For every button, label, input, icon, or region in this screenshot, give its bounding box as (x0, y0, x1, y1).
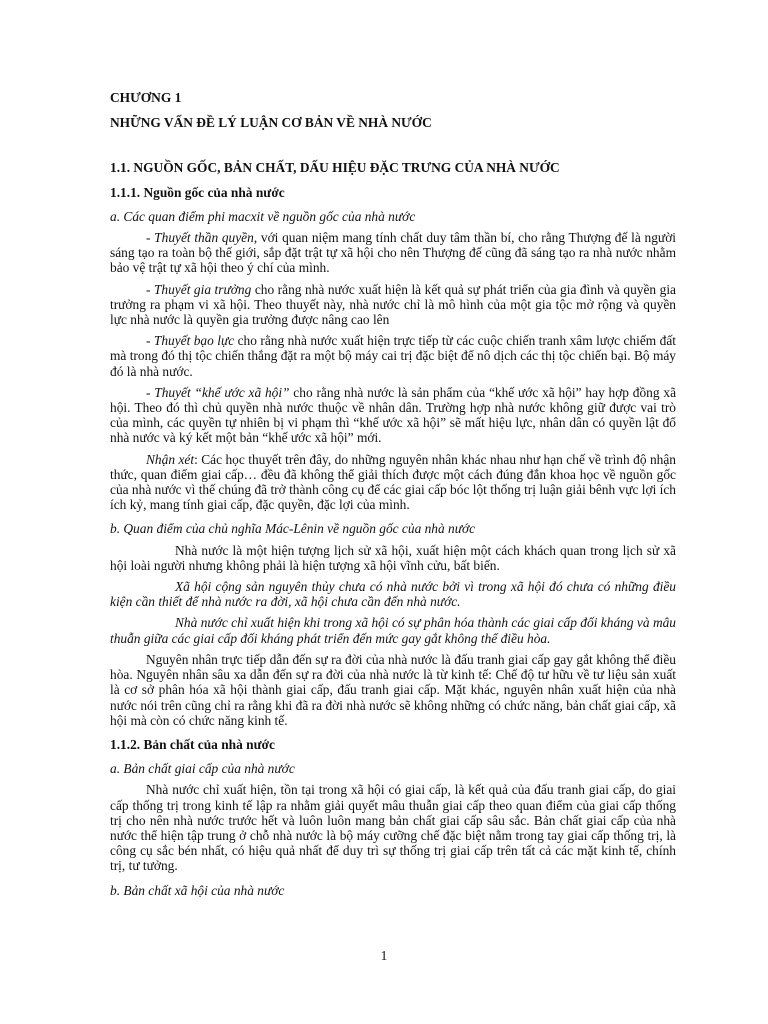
paragraph-social-contract (110, 385, 676, 446)
term-patriarchy: - Thuyết gia trưởng (146, 281, 252, 297)
subheading-b2: b. Bản chất xã hội của nhà nước (110, 882, 285, 898)
term-social-contract: - Thuyết “khế ước xã hội” (146, 384, 290, 400)
text-violence: cho rằng nhà nước xuất hiện trực tiếp từ các cuộc chiến tranh xâm lược chiếm đất mà trong đó thị tộc chiến thắng đặt ra một bộ máy cai trị đặc biệt để nô dịch các thị tộc chiến bại. Bộ máy đó là nhà nước. (110, 333, 676, 379)
chapter-title: NHỮNG VẤN ĐỀ LÝ LUẬN CƠ BẢN VỀ NHÀ NƯỚC (110, 115, 432, 131)
paragraph-historical-phenomenon: Nhà nước là một hiện tượng lịch sử xã hội, xuất hiện một cách khách quan trong lịch sử xã hội loài người nhưng không phải là hiện tượng xã hội vĩnh cửu, bất biến. (110, 542, 676, 573)
subheading-b: b. Quan điểm của chủ nghĩa Mác-Lênin về nguồn gốc của nhà nước (110, 521, 476, 537)
paragraph-violence (110, 333, 676, 379)
section-heading-1-1-2: 1.1.2. Bản chất của nhà nước (110, 736, 276, 752)
paragraph-causes: Nguyên nhân trực tiếp dẫn đến sự ra đời của nhà nước là đấu tranh giai cấp gay gắt không thể điều hòa. Nguyên nhân sâu xa dẫn đến sự ra đời của nhà nước là từ kinh tế: Chế độ tư hữu về tư liệu sản xuất là cơ sở phân hóa xã hội thành giai cấp, đấu tranh giai cấp. Mặt khác, nguyên nhân xuất hiện của nhà nước nói trên cũng chỉ ra rằng khi đã ra đời nhà nước sẽ không những có chức năng, bản chất giai cấp, xã hội mà còn có chức năng kinh tế. (110, 651, 676, 728)
term-theocracy: - Thuyết thần quyền (146, 230, 254, 246)
paragraph-theocracy (110, 230, 676, 276)
paragraph-primitive-society: Xã hội cộng sản nguyên thủy chưa có nhà nước bởi vì trong xã hội đó chưa có những điều kiện cần thiết để nhà nước ra đời, xã hội chưa cần đến nhà nước. (110, 579, 676, 610)
text-remark: : Các học thuyết trên đây, do những nguyên nhân khác nhau như hạn chế về trình độ nhận thức, quan điểm giai cấp… đều đã không thể giải thích được một cách đúng đắn khoa học về nguồn gốc của nhà nước vì thế chúng đã trở thành công cụ để các giai cấp bóc lột thống trị luận giải bênh vực lợi ích ích kỷ, mang tính giai cấp, đặc quyền, đặc lợi của mình. (110, 451, 676, 513)
paragraph-remark (110, 452, 676, 513)
subheading-a: a. Các quan điểm phi macxit về nguồn gốc của nhà nước (110, 208, 416, 224)
paragraph-class-division: Nhà nước chỉ xuất hiện khi trong xã hội có sự phân hóa thành các giai cấp đối kháng và mâu thuẫn giữa các giai cấp đối kháng phát triển đến mức gay gắt không thể điều hòa. (110, 615, 676, 646)
text-patriarchy: cho rằng nhà nước xuất hiện là kết quả sự phát triển của gia đình và quyền gia trưởng ra phạm vi xã hội. Theo thuyết này, nhà nước chỉ là mô hình của một gia tộc mở rộng và quyền lực nhà nước là quyền gia trưởng được nâng cao lên (110, 281, 676, 328)
chapter-number: CHƯƠNG 1 (110, 90, 182, 105)
section-heading-1-1: 1.1. NGUỒN GỐC, BẢN CHẤT, DẤU HIỆU ĐẶC TRƯNG CỦA NHÀ NƯỚC (110, 160, 560, 176)
subheading-a2: a. Bản chất giai cấp của nhà nước (110, 761, 295, 777)
term-remark: Nhận xét (146, 451, 195, 467)
text-theocracy: , với quan niệm mang tính chất duy tâm thần bí, cho rằng Thượng đế là người sáng tạo ra toàn bộ thế giới, sắp đặt trật tự xã hội cho nên Thượng đế cũng đã sáng tạo ra nhà nước nhằm bảo vệ trật tự xã hội theo ý chí của mình. (110, 230, 676, 276)
paragraph-class-nature: Nhà nước chỉ xuất hiện, tồn tại trong xã hội có giai cấp, là kết quả của đấu tranh giai cấp, do giai cấp thống trị trong kinh tế lập ra nhằm giải quyết mâu thuẫn giai cấp theo quan điểm của giai cấp thống trị cho nên nhà nước trước hết và luôn luôn mang bản chất giai cấp sâu sắc. Bản chất giai cấp của nhà nước thể hiện tập trung ở chỗ nhà nước là bộ máy cưỡng chế đặc biệt nằm trong tay giai cấp thống trị, là công cụ sắc bén nhất, có hiệu quả nhất để duy trì sự thống trị giai cấp trên tất cả các mặt kinh tế, chính trị, tư tưởng. (110, 782, 676, 874)
term-violence: - Thuyết bạo lực (146, 333, 235, 349)
page-number: 1 (380, 948, 388, 963)
text-social-contract: cho rằng nhà nước là sản phẩm của “khế ước xã hội” hay hợp đồng xã hội. Theo đó thì chủ quyền nhà nước thuộc về nhân dân. Trường hợp nhà nước không giữ được vai trò của mình, các quyền tự nhiên bị vi phạm thì “khế ước xã hội” sẽ mất hiệu lực, nhân dân có quyền lật đổ nhà nước và ký kết một bản “khế ước xã hội” mới. (110, 384, 677, 446)
paragraph-patriarchy (110, 282, 676, 328)
section-heading-1-1-1: 1.1.1. Nguồn gốc của nhà nước (110, 184, 285, 200)
document-page (110, 90, 676, 898)
